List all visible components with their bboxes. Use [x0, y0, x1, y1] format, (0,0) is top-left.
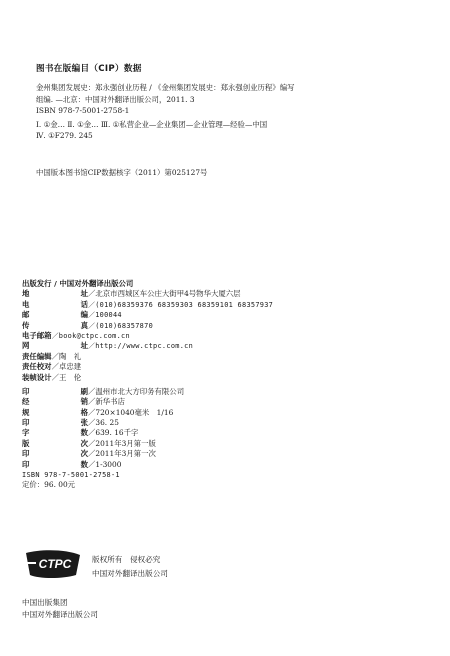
rights-line-1: 版权所有 侵权必究: [92, 555, 161, 564]
info-label-char: 字: [22, 428, 30, 438]
publisher-rows: [22, 289, 432, 383]
info-label-char: 邮: [22, 310, 30, 320]
info-value: ／王 伦: [51, 372, 82, 382]
cip-line: ISBN 978-7-5001-2758-1: [36, 106, 130, 115]
info-row: [22, 310, 432, 320]
info-label-char: 版: [22, 438, 30, 448]
cip-verify-line: 中国版本图书馆CIP数据核字（2011）第025127号: [36, 168, 208, 177]
info-value: ／36. 25: [88, 418, 119, 428]
info-row: [22, 352, 432, 362]
info-row: [22, 408, 432, 418]
ctpc-logo-icon: [22, 549, 84, 579]
info-label-char: 印: [22, 418, 30, 428]
info-label-char: 次: [80, 438, 88, 448]
info-value: ／639. 16千字: [88, 428, 139, 438]
info-value: ／北京市西城区车公庄大街甲4号物华大厦六层: [88, 289, 241, 299]
info-row: [22, 418, 432, 428]
info-label-char: 次: [80, 449, 88, 459]
info-row: [22, 362, 432, 372]
info-label: 责任校对: [22, 362, 52, 372]
info-label-char: 话: [80, 299, 88, 309]
ctpc-logo: [22, 549, 84, 579]
info-value: ／2011年3月第一次: [88, 449, 156, 459]
info-label-char: 印: [22, 459, 30, 469]
info-value: ／100044: [88, 311, 122, 320]
info-value: ／卓忠建: [51, 362, 82, 372]
info-row: [22, 289, 432, 299]
publisher-header-text: 出版发行 / 中国对外翻译出版公司: [22, 279, 134, 288]
info-label-char: 址: [80, 289, 88, 299]
info-value: ／新华书店: [88, 397, 125, 407]
info-row: [22, 387, 432, 397]
cip-title: 图书在版编目（CIP）数据: [36, 64, 142, 74]
info-row: [22, 373, 432, 383]
info-label-char: 网: [22, 341, 30, 351]
info-value: ／http://www.ctpc.com.cn: [88, 342, 194, 351]
price-text: 定价：96. 00元: [22, 480, 76, 490]
cip-line: 金州集团发展史：郑永强创业历程 / 《金州集团发展史：郑永强创业历程》编写: [36, 83, 295, 92]
info-label-char: 址: [80, 341, 88, 351]
info-label: [22, 310, 88, 320]
info-label-char: 格: [80, 407, 88, 417]
info-label: 电子邮箱: [22, 330, 52, 340]
info-label-char: 真: [80, 320, 88, 330]
info-label: [22, 341, 88, 351]
info-label: [22, 460, 88, 470]
info-label-char: 数: [80, 459, 88, 469]
isbn-text: ISBN 978-7-5001-2758-1: [22, 471, 120, 480]
info-label-char: 张: [80, 418, 88, 428]
rights-line-2: 中国对外翻译出版公司: [92, 569, 168, 578]
info-label-char: 印: [22, 449, 30, 459]
info-label-char: 刷: [80, 386, 88, 396]
info-value: ／2011年3月第一版: [88, 438, 156, 448]
group-line-2: 中国对外翻译出版公司: [22, 610, 98, 619]
info-row: [22, 341, 432, 351]
info-label: 装帧设计: [22, 372, 52, 382]
info-label-char: 编: [80, 310, 88, 320]
info-value: ／陶 礼: [51, 351, 82, 361]
info-value: ／温州市北大方印务有限公司: [88, 386, 185, 396]
info-label: [22, 428, 88, 438]
info-label: [22, 408, 88, 418]
logo-text: CTPC: [38, 557, 72, 571]
info-label: [22, 439, 88, 449]
info-value: ／1-3000: [88, 459, 122, 469]
info-label: [22, 387, 88, 397]
info-label-char: 传: [22, 320, 30, 330]
publisher-info: [22, 279, 432, 491]
info-row: [22, 460, 432, 470]
info-label: [22, 321, 88, 331]
cip-line: Ⅳ. ①F279. 245: [36, 131, 93, 140]
info-row: [22, 331, 432, 341]
price-row: [22, 480, 432, 490]
publisher-header: [22, 279, 432, 289]
cip-line: Ⅰ. ①金… Ⅱ. ①金… Ⅲ. ①私营企业—企业集团—企业管理—经验—中国: [36, 120, 268, 129]
info-label-char: 规: [22, 407, 30, 417]
print-rows: [22, 387, 432, 470]
info-label-char: 印: [22, 386, 30, 396]
info-label: [22, 397, 88, 407]
cip-line: 组编. —北京：中国对外翻译出版公司，2011. 3: [36, 95, 195, 104]
info-row: [22, 300, 432, 310]
info-value: ／720×1040毫米 1/16: [88, 407, 174, 417]
info-label-char: 经: [22, 397, 30, 407]
info-value: ／(010)68357870: [88, 321, 154, 330]
info-row: [22, 428, 432, 438]
info-row: [22, 439, 432, 449]
info-label: 责任编辑: [22, 351, 52, 361]
info-value: ／(010)68359376 68359303 68359101 68357937: [88, 300, 274, 309]
info-label: [22, 449, 88, 459]
info-row: [22, 449, 432, 459]
info-row: [22, 321, 432, 331]
isbn-row: [22, 470, 432, 480]
info-label: [22, 418, 88, 428]
info-value: ／book@ctpc.com.cn: [51, 331, 130, 340]
info-label-char: 电: [22, 299, 30, 309]
info-label: [22, 300, 88, 310]
info-label-char: 地: [22, 289, 30, 299]
info-label-char: 数: [80, 428, 88, 438]
group-line-1: 中国出版集团: [22, 598, 68, 607]
info-label: [22, 289, 88, 299]
info-label-char: 销: [80, 397, 88, 407]
info-row: [22, 397, 432, 407]
